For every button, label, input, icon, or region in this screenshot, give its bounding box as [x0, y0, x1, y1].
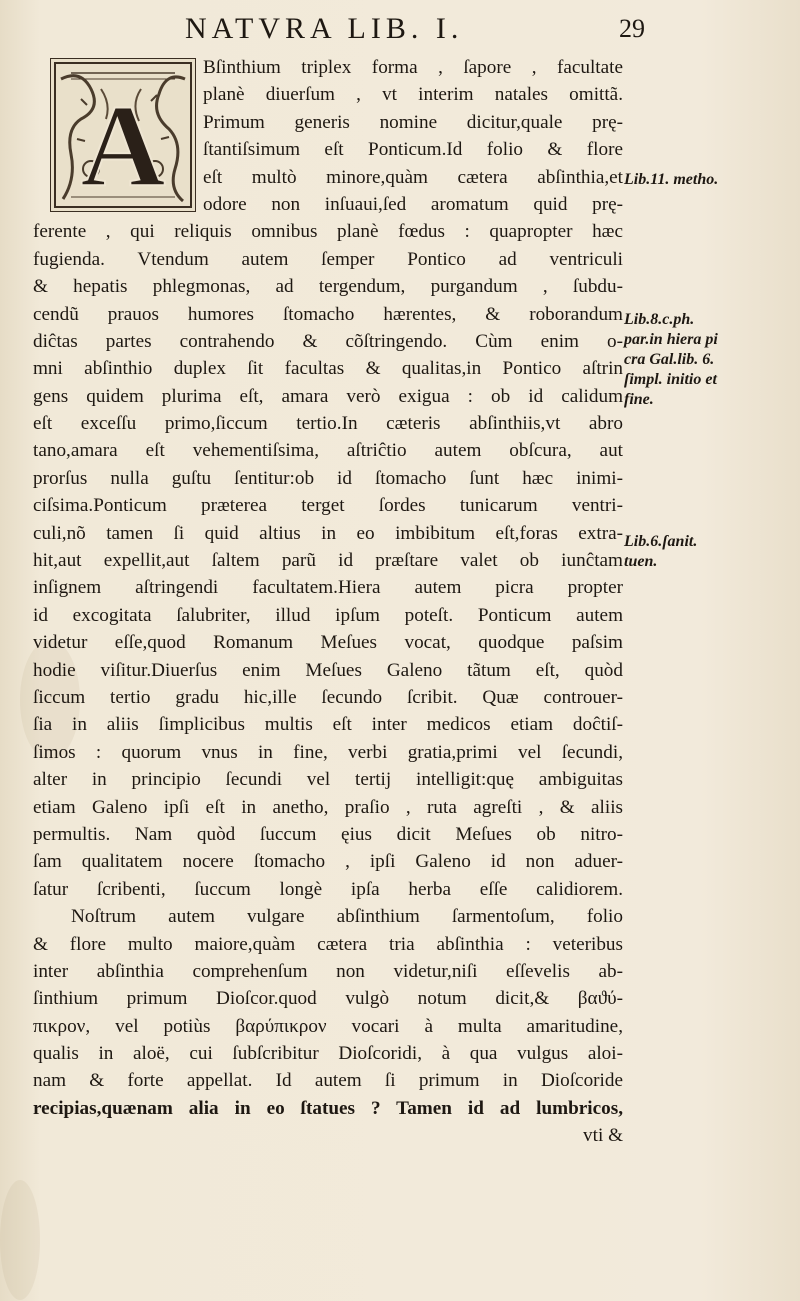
margin-note: Lib.11. metho. — [624, 171, 719, 188]
text-line: inſignem aſtringendi facultatem.Hiera autem picra propter — [33, 577, 623, 599]
text-line: ferente , qui reliquis omnibus planè fœdus : quapropter hæc — [33, 221, 623, 243]
text-line: & flore multo maiore,quàm cætera tria abſinthia : veteribus — [33, 933, 623, 955]
svg-text:A: A — [80, 80, 166, 211]
text-line: eſt multò minore,quàm cætera abſinthia,et — [203, 166, 623, 188]
page-number: 29 — [619, 14, 645, 43]
text-line: diĉtas partes contrahendo & cõſtringendo. Cùm enim o- — [33, 330, 623, 352]
text-line: hit,aut expellit,aut ſaltem parũ id præſtare valet ob iunĉtam — [33, 550, 623, 572]
text-line: alter in principio ſecundi vel tertij intelligit:quę ambiguitas — [33, 769, 623, 791]
text-line: ſimos : quorum vnus in fine, verbi gratia,primi vel ſecundi, — [33, 741, 623, 763]
text-line: & hepatis phlegmonas, ad tergendum, purgandum , ſubdu- — [33, 276, 623, 298]
running-title: NATVRA LIB. I. — [185, 12, 464, 45]
margin-note-group — [624, 532, 784, 572]
text-line: ſia in aliis ſimplicibus multis eſt inter medicos etiam doĉtiſ- — [33, 714, 623, 736]
text-line: inter abſinthia comprehenſum non videtur,niſi eſſevelis ab- — [33, 960, 623, 982]
text-line: ſam qualitatem nocere ſtomacho , ipſi Galeno id non aduer- — [33, 851, 623, 873]
text-line: ſinthium primum Dioſcor.quod vulgò notum dicit,& βαϑύ- — [33, 988, 623, 1010]
margin-note: ſimpl. initio et — [624, 371, 717, 388]
text-line: ſtantiſsimum eſt Ponticum.Id folio & flore — [203, 139, 623, 161]
text-line: cendũ prauos humores ſtomacho hærentes, & roborandum — [33, 303, 623, 325]
text-line: planè diuerſum , vt interim natales omittã. — [203, 84, 623, 106]
margin-note: Lib.8.c.ph. — [624, 311, 695, 328]
text-line: fugienda. Vtendum autem ſemper Pontico ad ventriculi — [33, 248, 623, 270]
text-line: culi,nõ tamen ſi quid altius in eo imbibitum eſt,foras extra- — [33, 522, 623, 544]
body-text — [33, 54, 623, 1150]
margin-note: cra Gal.lib. 6. — [624, 351, 715, 368]
text-line: odore non inſuaui,ſed aromatum quid prę- — [203, 193, 623, 215]
text-line: ciſsima.Ponticum præterea terget ſordes tunicarum ventri- — [33, 495, 623, 517]
text-line: eſt exceſſu primo,ſiccum tertio.In cæteris abſinthiis,vt abro — [33, 413, 623, 435]
text-line: qualis in aloë, cui ſubſcribitur Dioſcoridi, à qua vulgus aloi- — [33, 1043, 623, 1065]
margin-note: par.in hiera pi — [624, 331, 718, 348]
text-line: recipias,quænam alia in eo ſtatues ? Tamen id ad lumbricos, — [33, 1097, 623, 1119]
text-line: Primum generis nomine dicitur,quale prę- — [203, 111, 623, 133]
text-line: Noſtrum autem vulgare abſinthium ſarmentoſum, folio — [71, 906, 623, 928]
text-line: prorſus nulla guſtu ſentitur:ob id ſtomacho ſunt hæc inimi- — [33, 467, 623, 489]
margin-note-group — [624, 170, 784, 190]
text-line: hodie viſitur.Diuerſus enim Meſues Galeno tãtum eſt, quòd — [33, 659, 623, 681]
margin-note: fine. — [624, 391, 654, 408]
margin-note-group — [624, 310, 784, 410]
text-line: videtur eſſe,quod Romanum Meſues vocat, quodque paſsim — [33, 632, 623, 654]
text-line: ſatur ſcribenti, ſuccum longè ipſa herba eſſe calidiorem. — [33, 878, 623, 900]
margin-note: tuen. — [624, 553, 658, 570]
text-line: πικρον, vel potiùs βαρύπικρον vocari à multa amaritudine, — [33, 1015, 623, 1037]
paper-stain — [0, 1180, 40, 1300]
catchword: vti & — [583, 1125, 623, 1147]
text-line: mni abſinthio duplex ſit facultas & qualitas,in Pontico aſtrin — [33, 358, 623, 380]
text-line: Bſinthium triplex forma , ſapore , facultate — [203, 57, 623, 78]
text-line: nam & forte appellat. Id autem ſi primum in Dioſcoride — [33, 1070, 623, 1092]
margin-note: Lib.6.ſanit. — [624, 533, 698, 550]
text-line: gens quidem plurima eſt, amara verò exigua : ob id calidum — [33, 385, 623, 407]
text-line: tano,amara eſt vehementiſsima, aſtriĉtio autem obſcura, aut — [33, 440, 623, 462]
text-line: ſiccum tertio gradu hic,ille ſecundo ſcribit. Quæ controuer- — [33, 686, 623, 708]
text-line: id excogitata ſalubriter, illud ipſum poteſt. Ponticum autem — [33, 604, 623, 626]
text-line: etiam Galeno ipſi eſt in anetho, praſio , ruta agreſti , & aliis — [33, 796, 623, 818]
running-head — [185, 12, 645, 48]
text-line: permultis. Nam quòd ſuccum ęius dicit Meſues ob nitro- — [33, 823, 623, 845]
